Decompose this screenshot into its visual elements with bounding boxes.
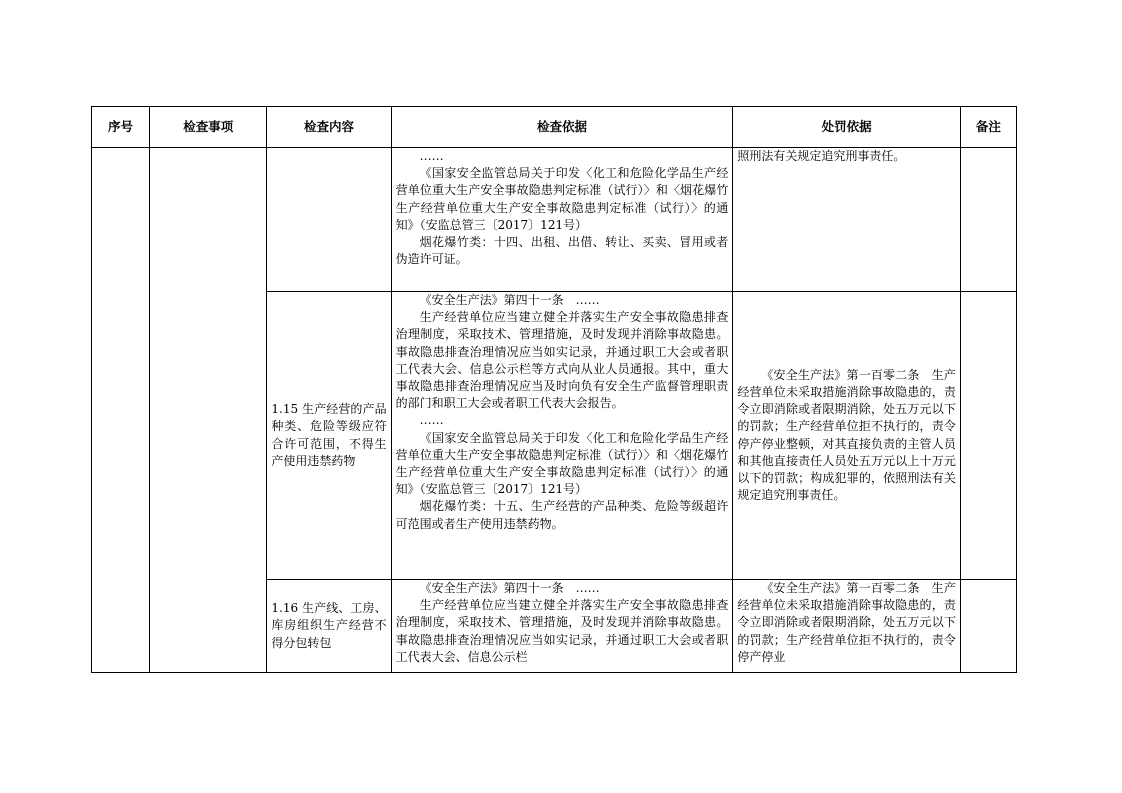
header-inspection-basis: 检查依据 [391,107,733,148]
inspection-basis-cell [391,580,733,673]
basis-paragraph: 《国家安全监管总局关于印发〈化工和危险化学品生产经营单位重大生产安全事故隐患判定标准（试行）〉和〈烟花爆竹生产经营单位重大生产安全事故隐患判定标准（试行）〉的通知》（安监总管三〔2017〕121号） [395,166,729,232]
header-remarks: 备注 [960,107,1016,148]
basis-paragraph: 生产经营单位应当建立健全并落实生产安全事故隐患排查治理制度，采取技术、管理措施，及时发现并消除事故隐患。事故隐患排查治理情况应当如实记录，并通过职工大会或者职工代表大会、信息公示栏 [395,598,729,664]
inspection-item-cell [150,148,267,673]
inspection-basis-cell [391,148,733,292]
inspection-content-cell [267,148,391,292]
penalty-basis-cell [733,580,960,673]
basis-paragraph: 烟花爆竹类：十四、出租、出借、转让、买卖、冒用或者伪造许可证。 [395,235,729,267]
basis-paragraph: 《国家安全监管总局关于印发〈化工和危险化学品生产经营单位重大生产安全事故隐患判定标准（试行）〉和〈烟花爆竹生产经营单位重大生产安全事故隐患判定标准（试行）〉的通知》（安监总管三〔2017〕121号） [395,430,729,497]
serial-number-cell [92,148,150,673]
penalty-text: 《安全生产法》第一百零二条 生产经营单位未采取措施消除事故隐患的，责令立即消除或者限期消除，处五万元以下的罚款；生产经营单位拒不执行的，责令停产停业 [737,581,956,664]
table-row [92,148,1017,292]
inspection-basis-cell [391,292,733,580]
penalty-text: 《安全生产法》第一百零二条 生产经营单位未采取措施消除事故隐患的，责令立即消除或者限期消除，处五万元以下的罚款；生产经营单位拒不执行的，责令停产停业整顿，对其直接负责的主管人员和其他直接责任人员处五万元以上十万元以下的罚款；构成犯罪的，依照刑法有关规定追究刑事责任。 [737,367,956,503]
table-header-row [92,107,1017,148]
header-serial-number: 序号 [92,107,150,148]
basis-paragraph: 《安全生产法》第四十一条 …… [419,581,600,595]
basis-paragraph: 生产经营单位应当建立健全并落实生产安全事故隐患排查治理制度，采取技术、管理措施，及时发现并消除事故隐患。事故隐患排查治理情况应当如实记录，并通过职工大会或者职工代表大会、信息公示栏等方式向从业人员通报。其中，重大事故隐患排查治理情况应当及时向负有安全生产监督管理职责的部门和职工大会或者职工代表大会报告。 [395,310,729,411]
remarks-cell [960,580,1016,673]
penalty-basis-cell [733,292,960,580]
header-inspection-item: 检查事项 [150,107,267,148]
basis-paragraph: 《安全生产法》第四十一条 …… [419,293,600,307]
penalty-basis-cell [733,148,960,292]
header-penalty-basis: 处罚依据 [733,107,960,148]
remarks-cell [960,292,1016,580]
header-inspection-content: 检查内容 [267,107,391,148]
remarks-cell [960,148,1016,292]
inspection-table [91,106,1017,673]
inspection-content-cell: 1.16 生产线、工房、库房组织生产经营不得分包转包 [267,580,391,673]
inspection-content-cell: 1.15 生产经营的产品种类、危险等级应符合许可范围，不得生产使用违禁药物 [267,292,391,580]
basis-paragraph: 烟花爆竹类：十五、生产经营的产品种类、危险等级超许可范围或者生产使用违禁药物。 [395,499,729,531]
basis-paragraph: …… [419,413,444,428]
basis-paragraph: …… [419,149,444,163]
penalty-text: 照刑法有关规定追究刑事责任。 [737,149,906,163]
